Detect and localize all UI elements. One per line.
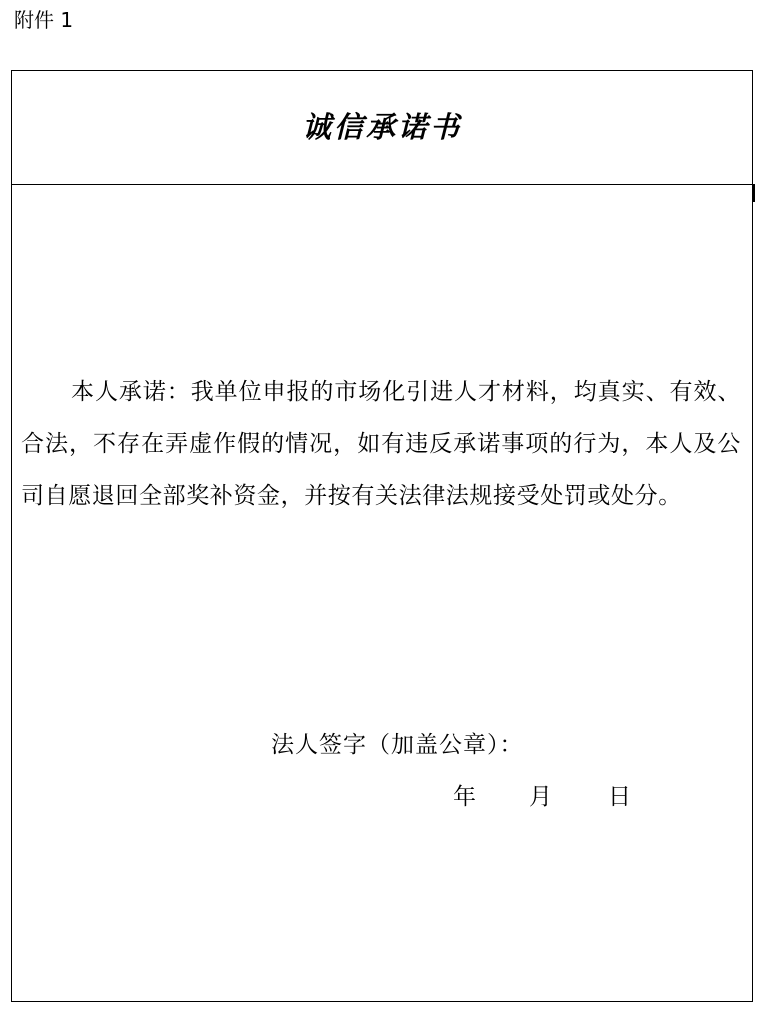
date-year-label: 年: [453, 784, 476, 810]
date-day-label: 日: [608, 784, 631, 810]
document-title: 诚信承诺书: [301, 110, 462, 144]
title-cell: [12, 71, 752, 185]
pledge-paragraph: 本人承诺：我单位申报的市场化引进人才材料，均真实、有效、合法，不存在弄虚作假的情况，如有违反承诺事项的行为，本人及公司自愿退回全部奖补资金，并按有关法律法规接受处罚或处分。: [21, 379, 741, 509]
pledge-form-table: [11, 70, 753, 1002]
signature-label: 法人签字（加盖公章）：: [271, 732, 524, 758]
attachment-label: 附件 1: [14, 8, 74, 32]
text-cursor-mark: [753, 184, 755, 202]
date-month-label: 月: [529, 784, 552, 810]
